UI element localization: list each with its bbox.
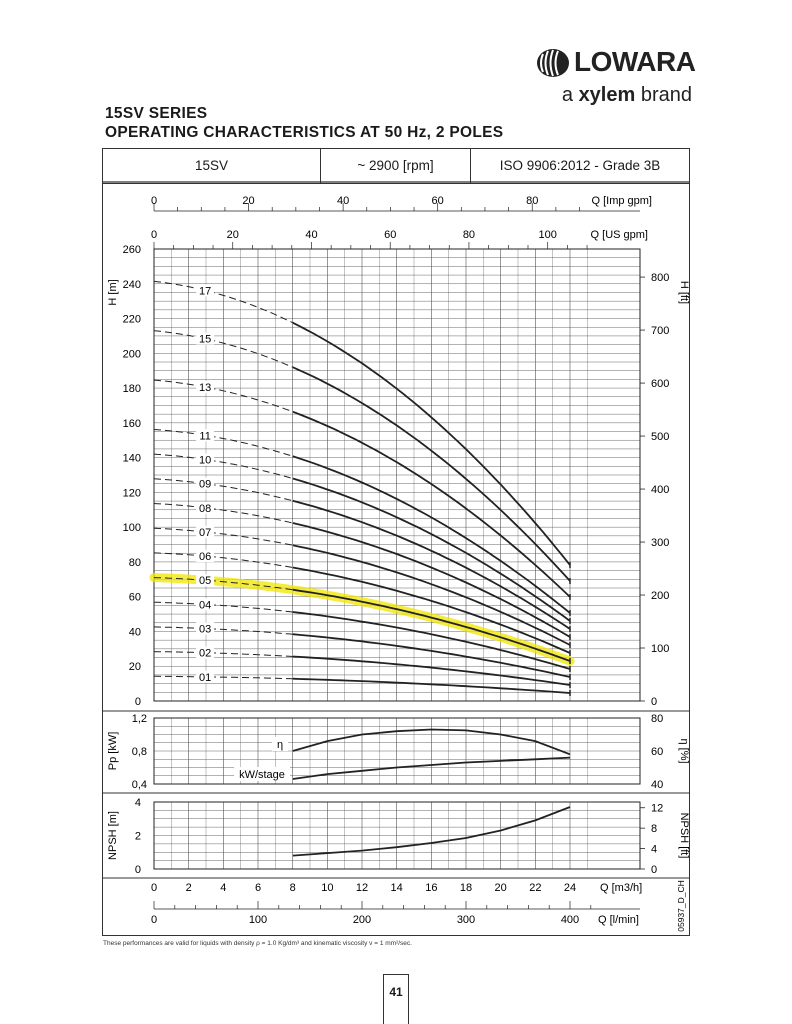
lmin-tick-label: 300	[456, 914, 476, 926]
us-tick-label: 60	[384, 229, 397, 241]
head-y-tick-label: 220	[122, 313, 141, 326]
brand-tagline: a xylem brand	[561, 84, 692, 106]
npsh-ft-tick-label: 4	[651, 843, 658, 856]
q-m3h-tick-label: 24	[563, 882, 577, 894]
page-number: 41	[383, 974, 409, 1024]
q-m3h-tick-label: 18	[459, 882, 473, 894]
lmin-tick-label: 100	[248, 914, 268, 926]
us-tick-label: 100	[538, 229, 557, 241]
power-y-tick-label: 0,4	[131, 779, 147, 791]
eff-axis-label: η [%]	[678, 738, 690, 764]
head-y-axis-label: H [m]	[107, 279, 119, 306]
q-m3h-tick-label: 0	[150, 882, 158, 894]
head-y-tick-label: 60	[128, 591, 141, 604]
power-y-tick-label: 0,8	[131, 746, 147, 758]
head-y-tick-label: 120	[122, 487, 141, 500]
head-ft-tick-label: 800	[651, 272, 670, 285]
curve-label-06: 06	[199, 551, 212, 564]
head-ft-tick-label: 300	[651, 537, 670, 550]
curve-label-13: 13	[199, 382, 212, 395]
curve-label-09: 09	[199, 478, 212, 491]
npsh-ft-tick-label: 8	[651, 823, 658, 836]
lmin-tick-label: 200	[352, 914, 372, 926]
imp-tick-label: 0	[150, 195, 158, 207]
head-y-tick-label: 200	[122, 348, 141, 361]
efficiency-label: η	[276, 739, 284, 751]
series-title: 15SV SERIES	[105, 105, 208, 122]
eff-tick-label: 40	[651, 779, 664, 791]
npsh-y-tick-label: 4	[134, 797, 141, 809]
q-m3h-tick-label: 22	[529, 882, 542, 894]
head-y-tick-label: 160	[122, 417, 141, 430]
drawing-code: 05937_D_CH	[676, 880, 686, 932]
head-y-tick-label: 180	[122, 383, 141, 396]
npsh-right-axis-label: NPSH [ft]	[678, 812, 690, 859]
q-m3h-tick-label: 2	[185, 882, 192, 894]
power-label: kW/stage	[239, 769, 285, 781]
us-tick-label: 40	[305, 229, 318, 241]
curve-label-07: 07	[199, 526, 212, 539]
header-speed: ~ 2900 [rpm]	[321, 149, 471, 183]
imp-tick-label: 60	[431, 195, 444, 207]
npsh-ft-tick-label: 0	[651, 864, 658, 876]
head-y-tick-label: 140	[122, 452, 141, 465]
header-standard: ISO 9906:2012 - Grade 3B	[499, 158, 661, 173]
head-ft-tick-label: 600	[651, 378, 670, 391]
q-m3h-tick-label: 8	[289, 882, 296, 894]
head-ft-tick-label: 100	[651, 643, 670, 656]
curve-label-17: 17	[199, 285, 212, 298]
header-model: 15SV	[103, 149, 321, 183]
npsh-y-tick-label: 0	[134, 864, 141, 876]
head-y-tick-label: 0	[134, 696, 141, 708]
chart-subtitle: OPERATING CHARACTERISTICS AT 50 Hz, 2 POLES	[105, 124, 504, 141]
head-y-tick-label: 100	[122, 522, 141, 535]
lmin-tick-label: 400	[560, 914, 580, 926]
q-m3h-tick-label: 4	[220, 882, 227, 894]
us-tick-label: 20	[226, 229, 239, 241]
head-ft-tick-label: 700	[651, 325, 670, 338]
curve-label-04: 04	[199, 599, 212, 612]
power-y-axis-label: Pp [kW]	[107, 731, 119, 771]
eff-tick-label: 60	[651, 746, 664, 758]
power-y-tick-label: 1,2	[131, 713, 147, 725]
npsh-y-axis-label: NPSH [m]	[107, 811, 119, 860]
q-m3h-tick-label: 16	[425, 882, 438, 894]
brand-name: LOWARA	[574, 46, 696, 77]
head-y-tick-label: 240	[122, 278, 141, 291]
curve-label-08: 08	[199, 502, 212, 515]
npsh-ft-tick-label: 12	[651, 802, 664, 815]
head-right-axis-label: H [ft]	[678, 280, 690, 305]
q-m3h-tick-label: 6	[254, 882, 262, 894]
npsh-y-tick-label: 2	[134, 830, 141, 843]
us-tick-label: 0	[150, 229, 158, 241]
q-m3h-tick-label: 14	[390, 882, 403, 894]
head-y-tick-label: 80	[128, 556, 141, 569]
imp-tick-label: 80	[526, 195, 539, 207]
curve-label-15: 15	[199, 333, 212, 346]
q-m3h-axis-label: Q [m3/h]	[600, 882, 643, 894]
head-y-tick-label: 20	[128, 661, 141, 674]
curve-label-05: 05	[199, 575, 212, 588]
q-m3h-tick-label: 12	[355, 882, 369, 894]
curve-label-01: 01	[199, 671, 212, 684]
head-ft-tick-label: 400	[651, 484, 670, 497]
q-m3h-tick-label: 20	[494, 882, 507, 894]
curve-label-11: 11	[199, 430, 211, 443]
curve-label-02: 02	[199, 647, 212, 660]
lmin-tick-label: 0	[150, 914, 158, 926]
us-axis-label: Q [US gpm]	[590, 229, 648, 241]
eff-tick-label: 80	[651, 713, 664, 725]
head-ft-tick-label: 0	[651, 696, 658, 708]
lmin-axis-label: Q [l/min]	[598, 914, 639, 926]
footnote: These performances are valid for liquids with density ρ = 1.0 Kg/dm³ and kinematic viscosity ν = 1 mm²/sec.	[103, 940, 412, 947]
head-y-tick-label: 260	[122, 244, 141, 256]
q-m3h-tick-label: 10	[321, 882, 334, 894]
imp-axis-label: Q [Imp gpm]	[591, 195, 652, 207]
curve-label-03: 03	[199, 623, 212, 636]
curve-label-10: 10	[199, 454, 212, 467]
head-ft-tick-label: 200	[651, 590, 670, 603]
imp-tick-label: 20	[242, 195, 255, 207]
us-tick-label: 80	[462, 229, 476, 241]
head-y-tick-label: 40	[128, 626, 141, 639]
imp-tick-label: 40	[336, 195, 350, 207]
head-ft-tick-label: 500	[651, 431, 670, 444]
